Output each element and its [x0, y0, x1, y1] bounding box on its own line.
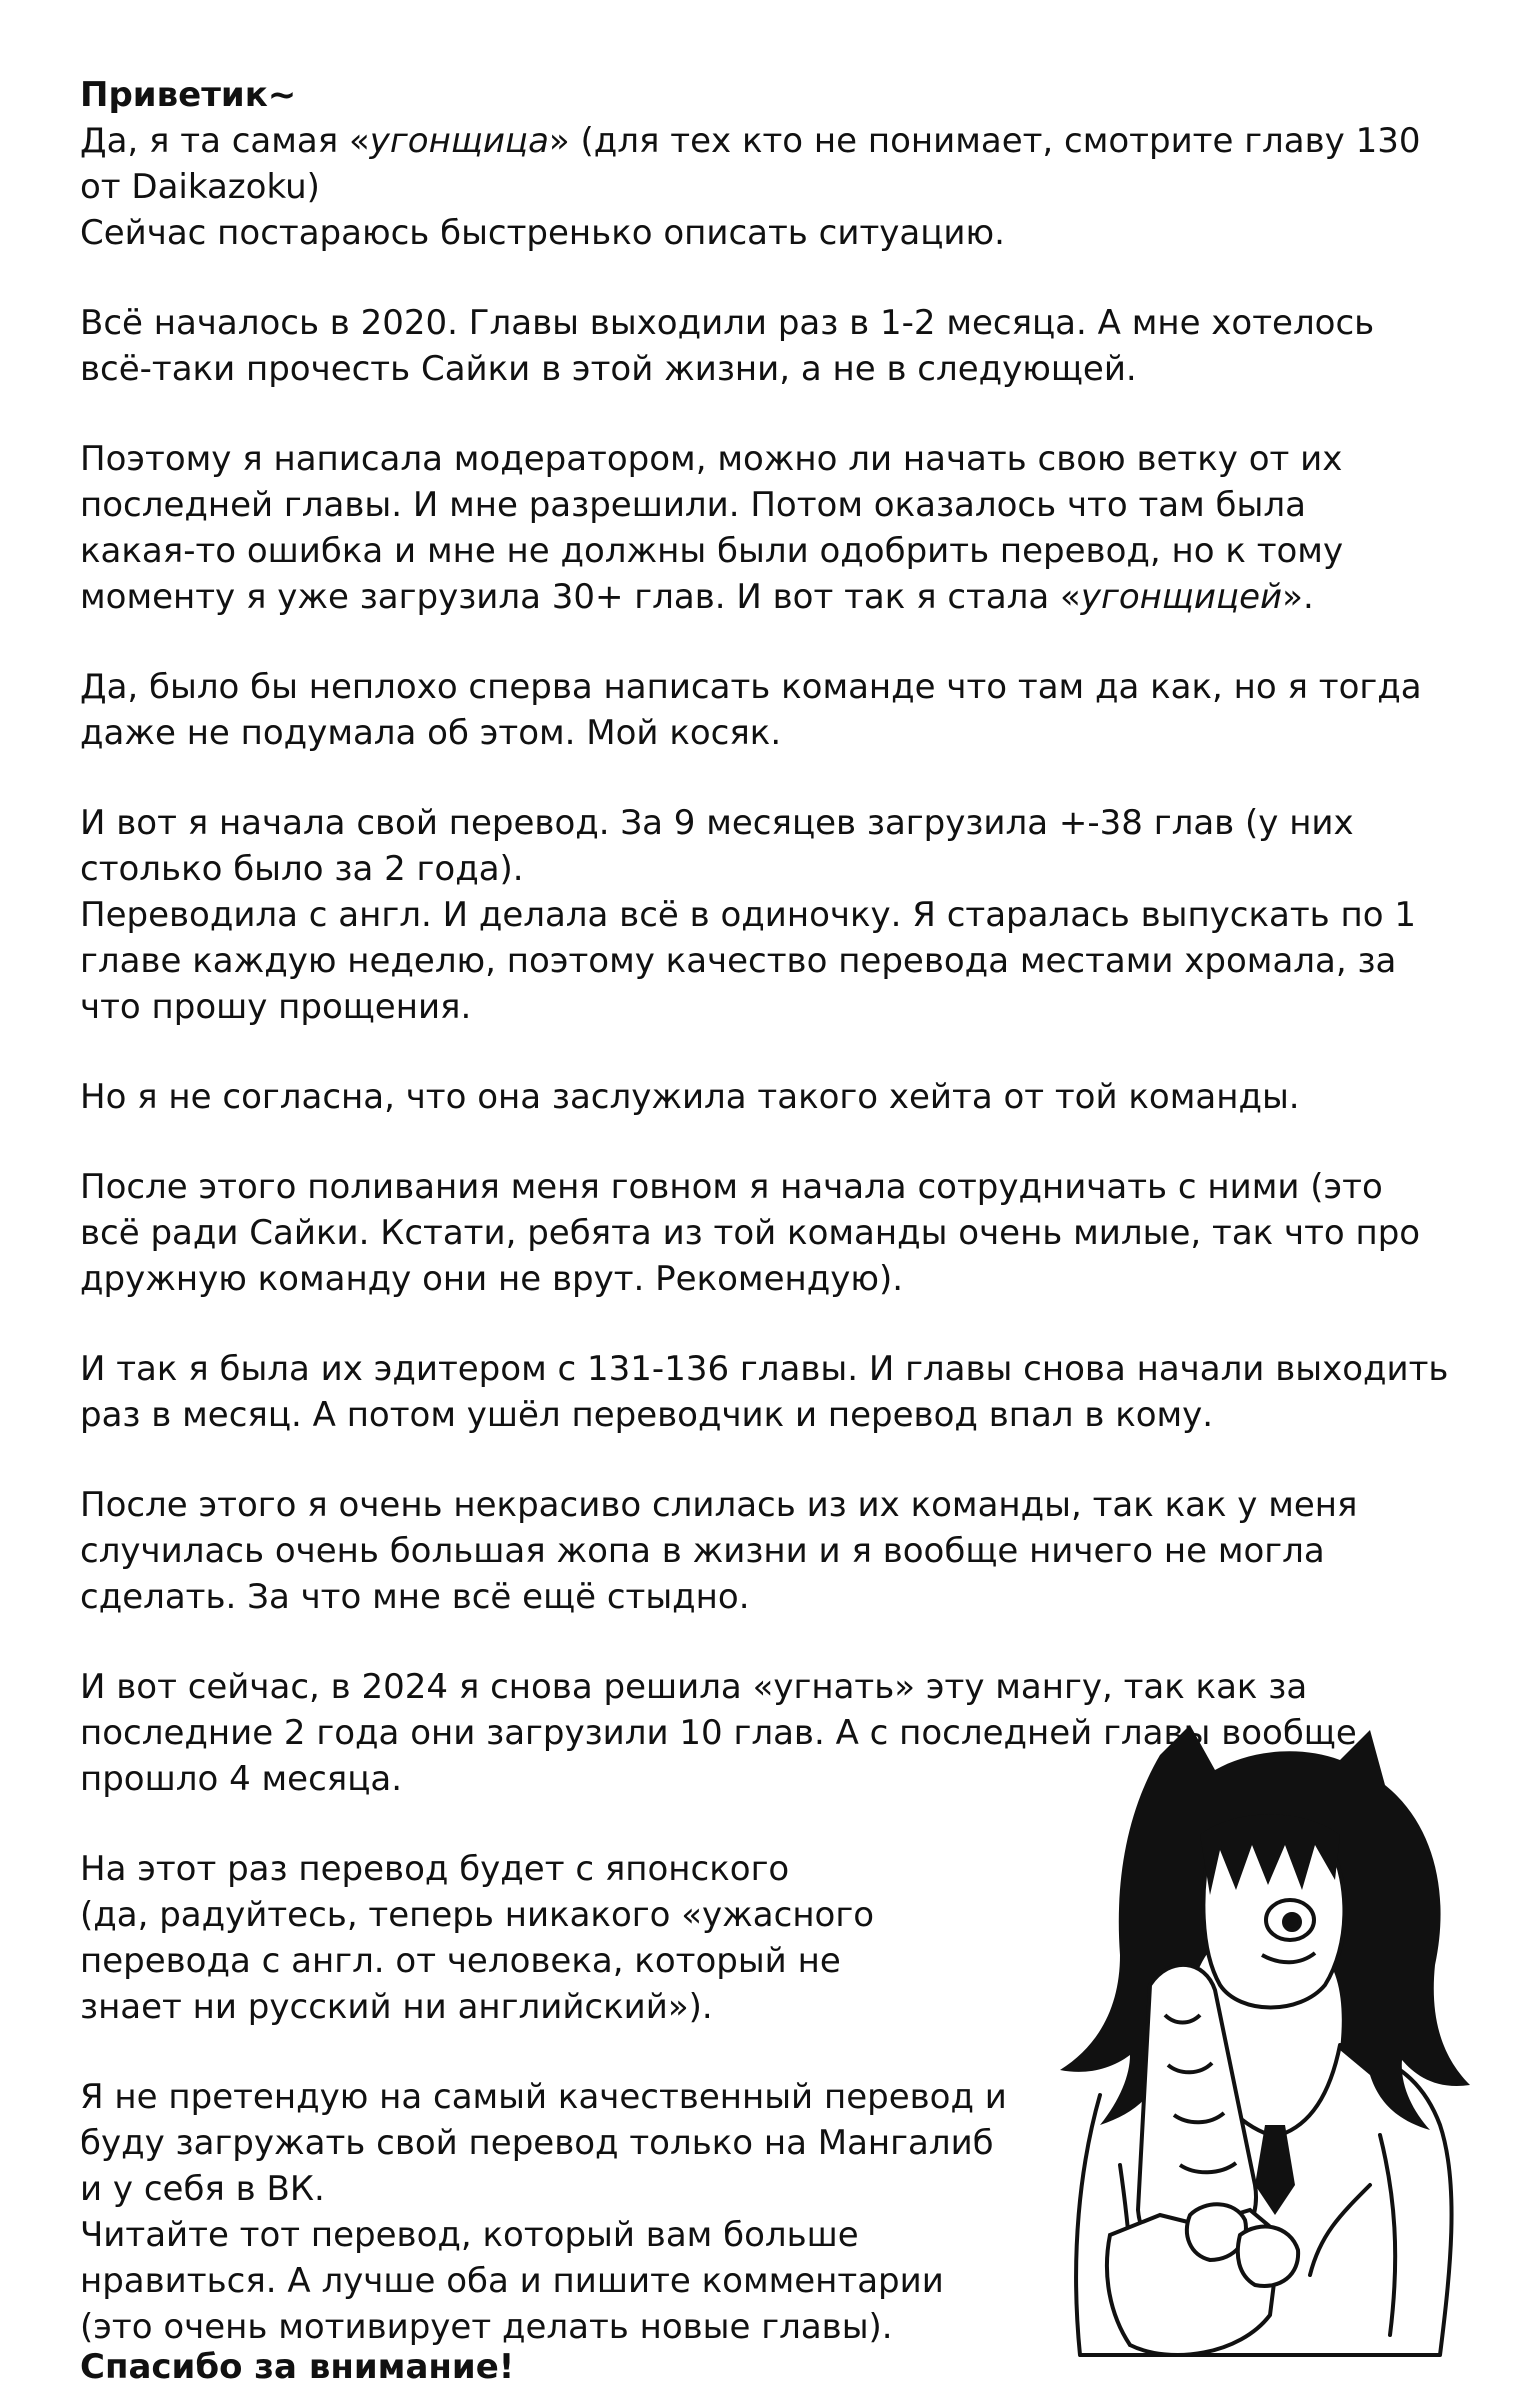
paragraph-line: И вот сейчас, в 2024 я снова решила «угнать» эту мангу, так как за	[80, 1667, 1308, 1707]
greeting: Приветик~	[80, 75, 297, 115]
paragraph-line: что прошу прощения.	[80, 987, 472, 1027]
collar-line	[1280, 2045, 1340, 2135]
paragraph-line: Читайте тот перевод, который вам больше	[80, 2215, 859, 2255]
paragraph-line: Поэтому я написала модератором, можно ли начать свою ветку от их	[80, 439, 1343, 479]
text-span: ».	[1282, 577, 1314, 617]
paragraph-line: и у себя в ВК.	[80, 2169, 325, 2209]
paragraph-line	[80, 118, 1421, 164]
paragraph-line: После этого я очень некрасиво слилась из их команды, так как у меня	[80, 1485, 1358, 1525]
paragraph-line: На этот раз перевод будет с японского	[80, 1849, 790, 1889]
paragraph-line: сделать. За что мне всё ещё стыдно.	[80, 1577, 750, 1617]
manga-girl-illustration	[1040, 1715, 1480, 2375]
italic-term: угонщицей	[1080, 577, 1283, 617]
paragraph-line: главе каждую неделю, поэтому качество перевода местами хромала, за	[80, 941, 1397, 981]
paragraph-line: нравиться. А лучше оба и пишите комментарии	[80, 2261, 944, 2301]
paragraph-line: И так я была их эдитером с 131-136 главы. И главы снова начали выходить	[80, 1349, 1449, 1389]
tie	[1255, 2125, 1295, 2215]
paragraph-line: какая-то ошибка и мне не должны были одобрить перевод, но к тому	[80, 531, 1344, 571]
paragraph-line: столько было за 2 года).	[80, 849, 524, 889]
paragraph-line: Я не претендую на самый качественный перевод и	[80, 2077, 1007, 2117]
paragraph-line: последней главы. И мне разрешили. Потом оказалось что там была	[80, 485, 1306, 525]
paragraph-line: случилась очень большая жопа в жизни и я вообще ничего не могла	[80, 1531, 1325, 1571]
paragraph-line: И вот я начала свой перевод. За 9 месяцев загрузила +-38 глав (у них	[80, 803, 1354, 843]
paragraph-line: После этого поливания меня говном я начала сотрудничать с ними (это	[80, 1167, 1383, 1207]
paragraph-line: всё ради Сайки. Кстати, ребята из той команды очень милые, так что про	[80, 1213, 1421, 1253]
paragraph-line: Всё началось в 2020. Главы выходили раз в 1-2 месяца. А мне хотелось	[80, 303, 1375, 343]
paragraph-line: прошло 4 месяца.	[80, 1759, 403, 1799]
paragraph-line: Да, было бы неплохо сперва написать команде что там да как, но я тогда	[80, 667, 1422, 707]
coat-fold	[1380, 2135, 1395, 2335]
paragraph-line: дружную команду они не врут. Рекомендую).	[80, 1259, 904, 1299]
paragraph-line: раз в месяц. А потом ушёл переводчик и перевод впал в кому.	[80, 1395, 1214, 1435]
paragraph-line: последние 2 года они загрузили 10 глав. А с последней главы вообще	[80, 1713, 1357, 1753]
sleeve-line	[1310, 2185, 1370, 2275]
paragraph-line: буду загружать свой перевод только на Мангалиб	[80, 2123, 994, 2163]
paragraph-line: всё-таки прочесть Сайки в этой жизни, а не в следующей.	[80, 349, 1137, 389]
paragraph-line: от Daikazoku)	[80, 167, 320, 207]
paragraph-line: Переводила с англ. И делала всё в одиночку. Я старалась выпускать по 1	[80, 895, 1416, 935]
paragraph-line: даже не подумала об этом. Мой косяк.	[80, 713, 782, 753]
text-span: » (для тех кто не понимает, смотрите главу 130	[548, 121, 1421, 161]
text-span: моменту я уже загрузила 30+ глав. И вот так я стала «	[80, 577, 1081, 617]
paragraph-line	[80, 574, 1314, 620]
paragraph-line: перевода с англ. от человека, который не	[80, 1941, 841, 1981]
paragraph-line: (это очень мотивирует делать новые главы).	[80, 2307, 893, 2347]
paragraph-line: Сейчас постараюсь быстренько описать ситуацию.	[80, 213, 1005, 253]
paragraph-line: знает ни русский ни английский»).	[80, 1987, 713, 2027]
paragraph-line: Но я не согласна, что она заслужила такого хейта от той команды.	[80, 1077, 1300, 1117]
closing-line: Спасибо за внимание!	[80, 2347, 515, 2387]
paragraph-line: (да, радуйтесь, теперь никакого «ужасного	[80, 1895, 875, 1935]
text-span: Да, я та самая «	[80, 121, 370, 161]
italic-term: угонщица	[369, 121, 549, 161]
